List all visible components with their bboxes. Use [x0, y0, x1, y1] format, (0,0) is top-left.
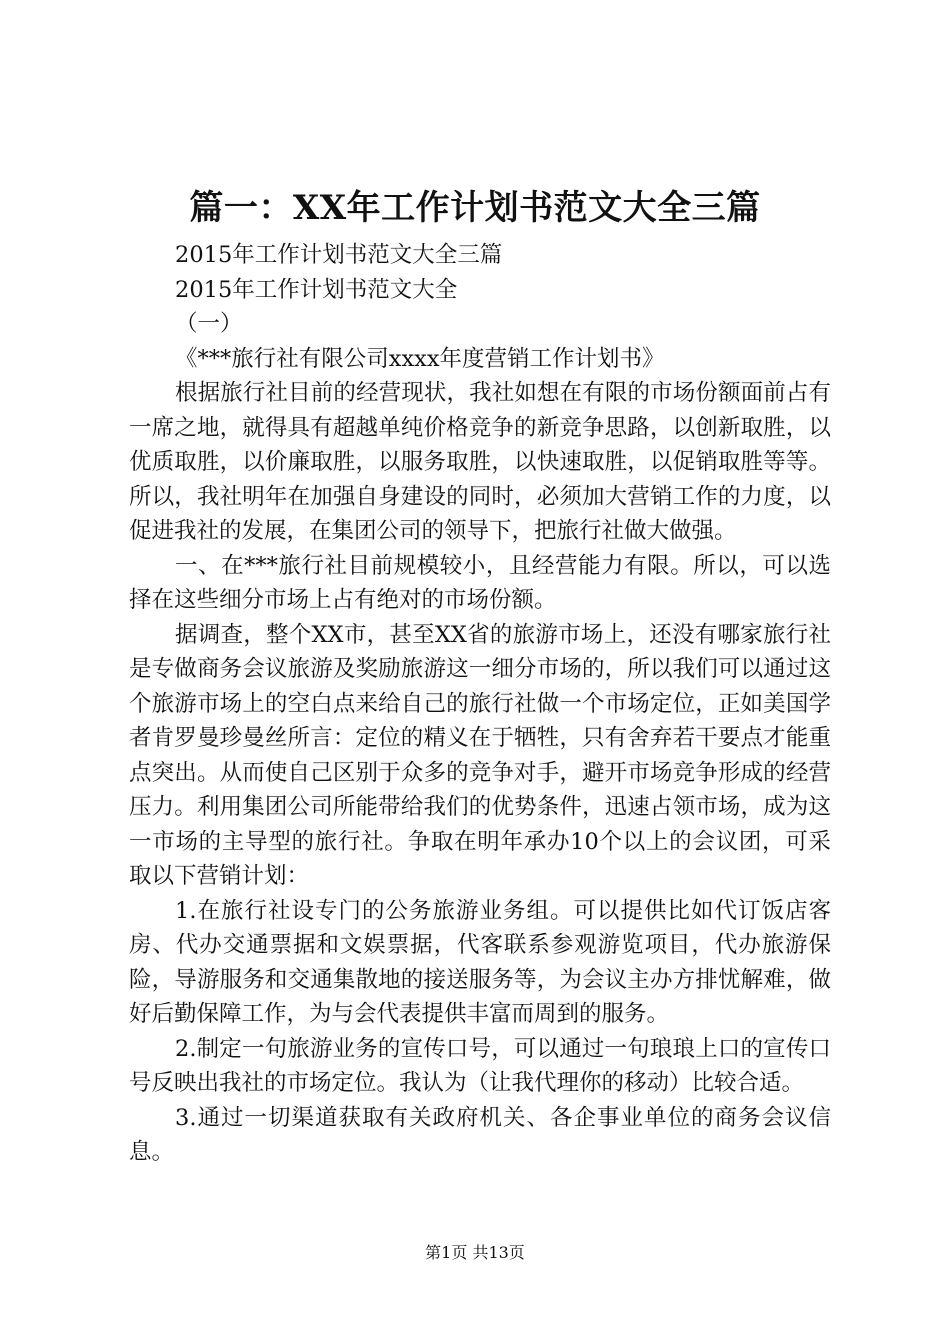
paragraph-survey: 据调查，整个XX市，甚至XX省的旅游市场上，还没有哪家旅行社是专做商务会议旅游及奖励旅游这一细分市场的，所以我们可以通过这个旅游市场上的空白点来给自己的旅行社做一个市场定位，正如美国学者肯罗曼珍曼丝所言：定位的精义在于牺牲，只有舍弃若干要点才能重点突出。从而使自己区别于众多的竞争对手，避开市场竞争形成的经营压力。利用集团公司所能带给我们的优势条件，迅速占领市场，成为这一市场的主导型的旅行社。争取在明年承办10个以上的会议团，可采取以下营销计划：	[129, 621, 831, 889]
section-number: （一）	[175, 311, 243, 337]
paragraph-item-2: 2.制定一句旅游业务的宣传口号，可以通过一句琅琅上口的宣传口号反映出我社的市场定位。我认为（让我代理你的移动）比较合适。	[129, 1035, 831, 1096]
document-body	[129, 238, 831, 1170]
paragraph-intro: 根据旅行社目前的经营现状，我社如想在有限的市场份额面前占有一席之地，就得具有超越单纯价格竞争的新竞争思路，以创新取胜，以优质取胜，以价廉取胜，以服务取胜，以快速取胜，以促销取胜等等。所以，我社明年在加强自身建设的同时，必须加大营销工作的力度，以促进我社的发展，在集团公司的领导下，把旅行社做大做强。	[129, 380, 831, 544]
document-title: 篇一：XX年工作计划书范文大全三篇	[189, 188, 761, 228]
subtitle-line-1: 2015年工作计划书范文大全三篇	[175, 242, 503, 268]
plan-title: 《***旅行社有限公司xxxx年度营销工作计划书》	[175, 345, 665, 372]
paragraph-item-3: 3.通过一切渠道获取有关政府机关、各企事业单位的商务会议信息。	[129, 1104, 831, 1165]
page-footer: 第1页 共13页	[425, 1243, 525, 1262]
paragraph-item-1: 1.在旅行社设专门的公务旅游业务组。可以提供比如代订饭店客房、代办交通票据和文娱票据，代客联系参观游览项目，代办旅游保险，导游服务和交通集散地的接送服务等，为会议主办方排忧解难，做好后勤保障工作，为与会代表提供丰富而周到的服务。	[129, 897, 831, 1027]
paragraph-section-one: 一、在***旅行社目前规模较小，且经营能力有限。所以，可以选择在这些细分市场上占有绝对的市场份额。	[129, 552, 831, 613]
subtitle-line-2: 2015年工作计划书范文大全	[175, 276, 458, 303]
